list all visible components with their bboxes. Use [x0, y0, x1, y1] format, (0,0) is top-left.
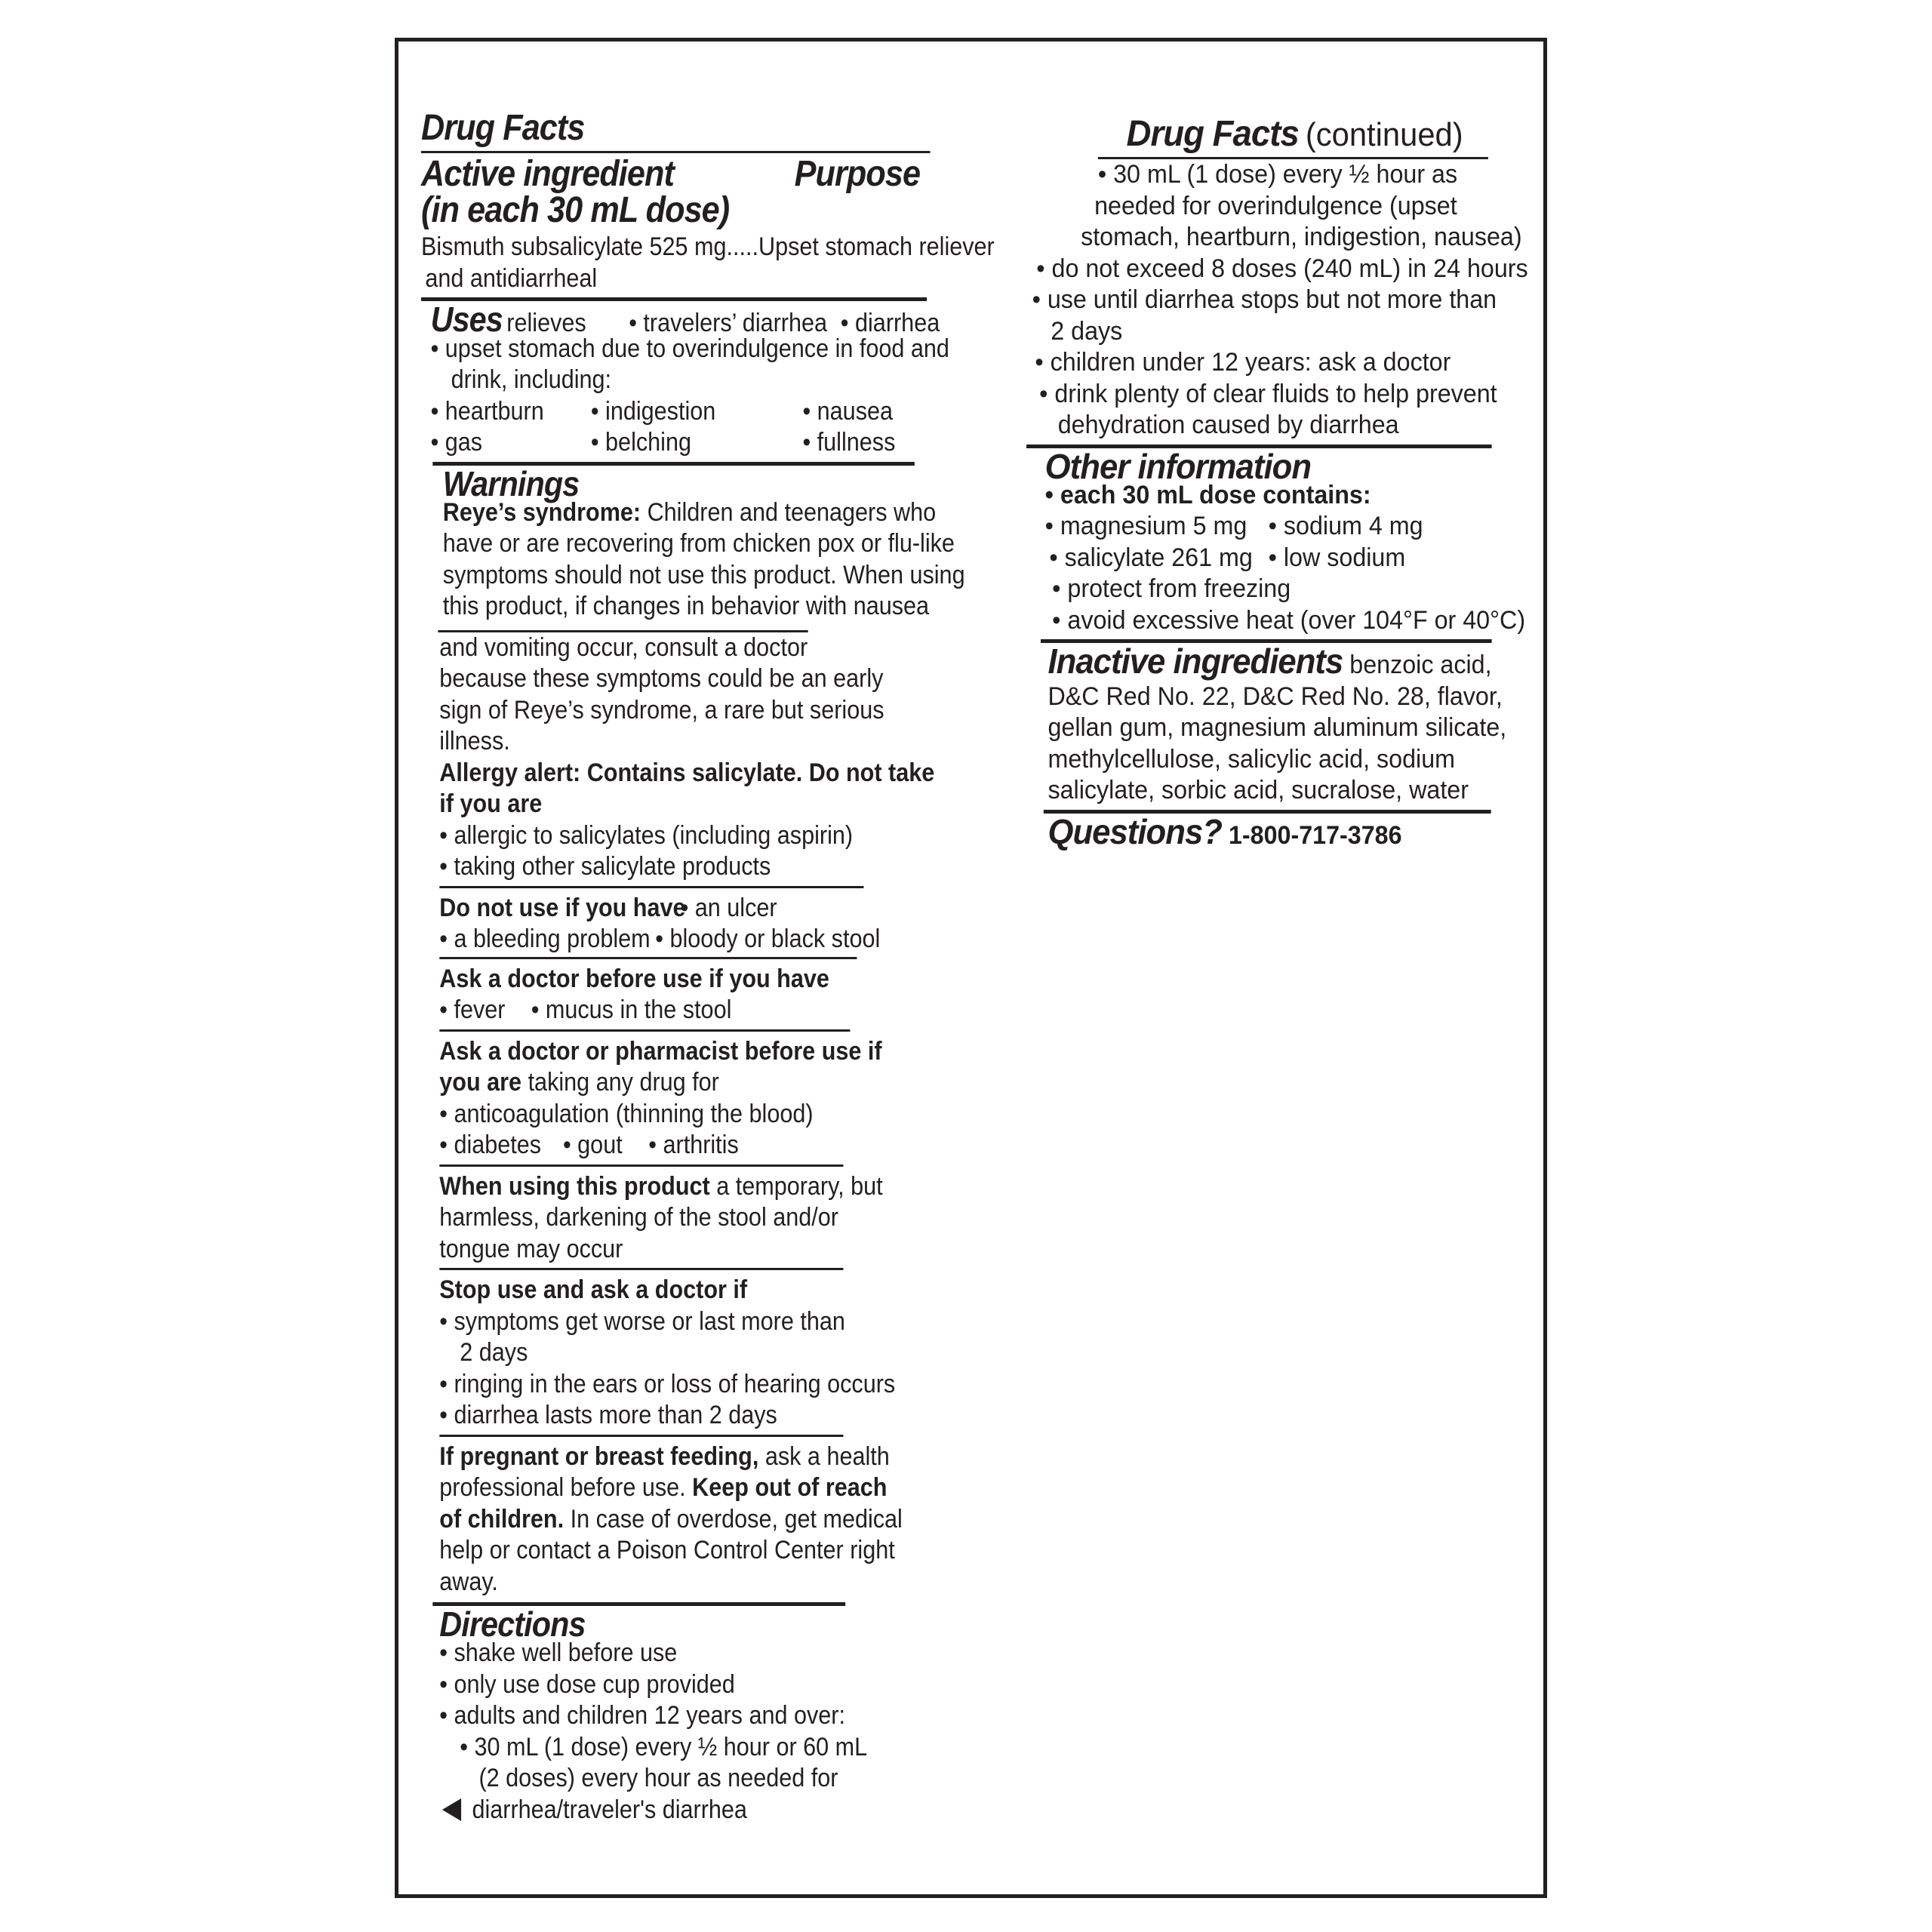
stop-use-item: 2 days: [460, 1338, 528, 1367]
inactive-ingredients-text: methylcellulose, salicylic acid, sodium: [1048, 744, 1456, 774]
other-information-item: • low sodium: [1268, 543, 1406, 572]
ask-doctor-item: • fever: [439, 995, 506, 1024]
directions-item: • children under 12 years: ask a doctor: [1035, 348, 1451, 377]
allergy-item: • allergic to salicylates (including aspirin): [439, 820, 854, 850]
ask-pharmacist-heading: you are: [439, 1068, 522, 1097]
uses-item: • belching: [590, 428, 691, 457]
other-information-item: • each 30 mL dose contains:: [1044, 480, 1371, 509]
ask-pharmacist-heading: Ask a doctor or pharmacist before use if: [439, 1036, 882, 1066]
do-not-use-item: • an ulcer: [680, 893, 777, 922]
ask-pharmacist-item: • gout: [562, 1131, 623, 1159]
pregnancy-text: ask a health: [758, 1441, 890, 1471]
active-ingredient-line: Bismuth subsalicylate 525 mg.....Upset stomach reliever: [421, 232, 995, 261]
do-not-use-heading: Do not use if you have: [439, 893, 686, 922]
ask-pharmacist-item: • anticoagulation (thinning the blood): [439, 1099, 814, 1128]
allergy-alert: Allergy alert: Contains salicylate. Do not take: [439, 758, 935, 787]
pregnancy-text: professional before use.: [439, 1473, 693, 1502]
warning-text: symptoms should not use this product. When using: [442, 560, 965, 589]
directions-item: • 30 mL (1 dose) every ½ hour or 60 mL: [460, 1732, 868, 1761]
uses-item: drink, including:: [451, 365, 612, 394]
reyes-label: Reye’s syndrome:: [442, 497, 641, 527]
uses-intro: relieves: [506, 309, 586, 337]
do-not-use-item: • a bleeding problem: [439, 924, 651, 953]
continued-arrow-icon: [442, 1798, 461, 1821]
uses-item: • heartburn: [430, 396, 544, 426]
pregnancy-heading: If pregnant or breast feeding,: [439, 1441, 759, 1471]
inactive-ingredients-text: D&C Red No. 22, D&C Red No. 28, flavor,: [1048, 681, 1503, 711]
stop-use-item: • diarrhea lasts more than 2 days: [439, 1401, 777, 1429]
directions-item: diarrhea/traveler's diarrhea: [472, 1795, 747, 1824]
uses-item: • fullness: [802, 428, 896, 457]
directions-item: • do not exceed 8 doses (240 mL) in 24 hours: [1036, 254, 1528, 283]
inactive-ingredients-section: [1026, 641, 1507, 807]
when-using-text: tongue may occur: [439, 1234, 623, 1263]
divider: [439, 1435, 843, 1437]
ask-pharmacist-item: • diabetes: [439, 1131, 542, 1159]
warning-text: because these symptoms could be an early: [439, 664, 884, 693]
when-using-text: harmless, darkening of the stool and/or: [439, 1203, 838, 1232]
stop-use-item: • symptoms get worse or last more than: [439, 1306, 845, 1336]
directions-item: (2 doses) every hour as needed for: [478, 1764, 838, 1792]
allergy-item: • taking other salicylate products: [439, 852, 771, 881]
continued-label: (continued): [1305, 116, 1463, 153]
directions-item: stomach, heartburn, indigestion, nausea): [1081, 223, 1522, 251]
divider: [439, 1164, 843, 1167]
questions-phone: 1-800-717-3786: [1222, 820, 1402, 850]
right-column: [1026, 113, 1528, 851]
uses-section: [421, 300, 949, 459]
when-using-heading: When using this product: [439, 1171, 710, 1201]
keep-out-of-reach: Keep out of reach: [692, 1473, 888, 1502]
inactive-ingredients-text: salicylate, sorbic acid, sucralose, water: [1048, 776, 1469, 804]
directions-heading: Directions: [439, 1604, 586, 1644]
allergy-alert: if you are: [439, 789, 543, 818]
overdose-text: help or contact a Poison Control Center right: [439, 1536, 895, 1564]
warning-text: Children and teenagers who: [641, 497, 937, 527]
uses-item: • upset stomach due to overindulgence in food and: [430, 334, 949, 363]
directions-section: [421, 1606, 944, 1826]
warnings-heading: Warnings: [442, 463, 580, 503]
directions-item: • adults and children 12 years and over:: [439, 1701, 845, 1730]
divider: [439, 886, 863, 888]
directions-item: dehydration caused by diarrhea: [1057, 411, 1399, 439]
directions-item: • use until diarrhea stops but not more than: [1032, 285, 1497, 314]
warning-text: this product, if changes in behavior with nausea: [442, 592, 930, 620]
directions-item: • shake well before use: [439, 1638, 678, 1667]
questions-heading: Questions?: [1048, 811, 1223, 851]
uses-item: • gas: [430, 428, 483, 457]
inactive-ingredients-text: benzoic acid,: [1343, 651, 1492, 679]
uses-item: • diarrhea: [840, 309, 940, 337]
other-information-item: • avoid excessive heat (over 104°F or 40°C): [1052, 605, 1526, 635]
warnings-continued: [421, 632, 944, 1598]
directions-item: • drink plenty of clear fluids to help prevent: [1039, 379, 1497, 408]
stop-use-item: • ringing in the ears or loss of hearing occurs: [439, 1369, 896, 1398]
warning-text: sign of Reye’s syndrome, a rare but serious: [439, 695, 884, 724]
other-information-heading: Other information: [1044, 446, 1312, 486]
warning-text: have or are recovering from chicken pox or flu-like: [442, 529, 955, 558]
uses-item: • travelers’ diarrhea: [629, 309, 828, 337]
purpose-heading: Purpose: [794, 154, 921, 194]
divider: [439, 957, 857, 959]
ask-doctor-item: • mucus in the stool: [531, 995, 732, 1024]
inactive-ingredients-heading: Inactive ingredients: [1048, 641, 1343, 681]
other-information-item: • magnesium 5 mg: [1044, 512, 1247, 540]
inactive-ingredients-text: gellan gum, magnesium aluminum silicate,: [1048, 713, 1507, 742]
directions-item: • only use dose cup provided: [439, 1669, 735, 1699]
overdose-text: away.: [439, 1567, 498, 1596]
warning-text: illness.: [439, 727, 510, 755]
ask-pharmacist-item: • arthritis: [648, 1131, 739, 1159]
stop-use-heading: Stop use and ask a doctor if: [439, 1275, 748, 1304]
do-not-use-item: • bloody or black stool: [655, 924, 881, 953]
directions-item: • 30 mL (1 dose) every ½ hour as: [1097, 160, 1458, 189]
drug-facts-continued-title: [1026, 113, 1499, 155]
divider: [439, 1029, 850, 1032]
uses-item: • nausea: [802, 396, 894, 426]
warning-text: and vomiting occur, consult a doctor: [439, 632, 808, 662]
other-information-item: • salicylate 261 mg: [1049, 543, 1253, 572]
drug-facts-title: Drug Facts: [421, 108, 585, 148]
when-using-text: a temporary, but: [709, 1171, 883, 1201]
other-information-item: • sodium 4 mg: [1268, 512, 1423, 540]
warnings-section: [421, 463, 965, 623]
directions-item: needed for overindulgence (upset: [1094, 191, 1457, 220]
uses-heading: Uses: [430, 300, 503, 339]
keep-out-of-reach: of children.: [439, 1504, 565, 1534]
ask-doctor-heading: Ask a doctor before use if you have: [439, 964, 829, 993]
ask-pharmacist-text: taking any drug for: [521, 1068, 719, 1097]
active-ingredient-heading: Active ingredient: [421, 154, 674, 194]
active-ingredient-subheading: (in each 30 mL dose): [421, 190, 730, 230]
other-information-item: • protect from freezing: [1052, 574, 1291, 603]
uses-item: • indigestion: [590, 396, 716, 426]
active-ingredient-line: and antidiarrheal: [425, 263, 598, 293]
divider: [439, 1268, 843, 1270]
overdose-text: In case of overdose, get medical: [564, 1504, 903, 1534]
other-information-section: [1026, 446, 1526, 637]
left-column: [421, 107, 995, 1826]
drug-facts-title: Drug Facts: [1126, 114, 1299, 154]
directions-item: 2 days: [1051, 316, 1123, 346]
